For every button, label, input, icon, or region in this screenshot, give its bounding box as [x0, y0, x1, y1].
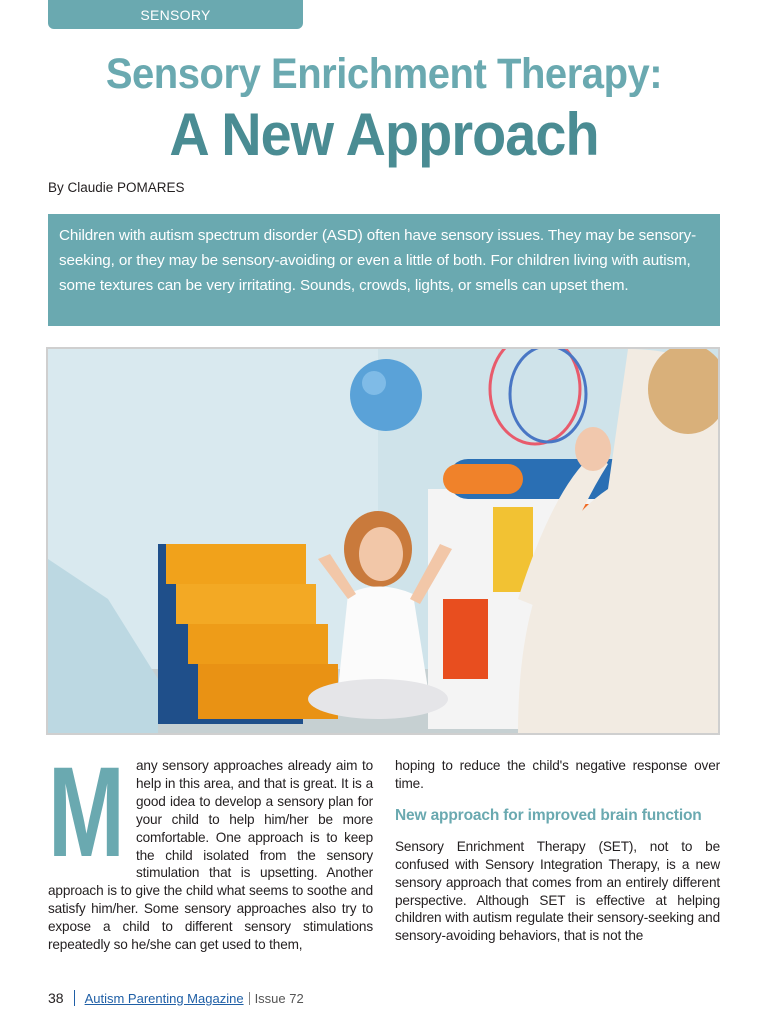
byline: By Claudie POMARES	[48, 180, 185, 195]
article-title-line2: A New Approach	[169, 101, 599, 168]
section-tab: SENSORY	[48, 0, 303, 29]
page-footer	[48, 990, 304, 1006]
section-subheading: New approach for improved brain function	[395, 806, 702, 824]
footer-divider	[74, 990, 75, 1006]
footer-divider-small	[249, 992, 250, 1005]
body-paragraph-3: Sensory Enrichment Therapy (SET), not to be confused with Sensory Integration Therapy, is a new sensory approach that comes from an entirely different perspective. Although SET is effective at helping children with autism regulate their sensory-seeking and sensory-avoiding behaviors, that is not the	[395, 838, 720, 944]
article-photo	[46, 347, 720, 735]
body-column-1	[48, 741, 373, 954]
magazine-link[interactable]: Autism Parenting Magazine	[84, 990, 244, 1006]
drop-cap: M	[48, 741, 125, 884]
article-title-line1: Sensory Enrichment Therapy:	[105, 50, 663, 98]
body-column-2	[395, 757, 720, 945]
page-number: 38	[48, 990, 64, 1006]
body-paragraph-1: any sensory approaches already aim to help in this area, and that is great. It is a good idea to develop a sensory plan for your child to help him/her be more comfortable. One approach is to keep the child isolated from the sensory stimulation that is upsetting. Another approach is to give the child what seems to soothe and satisfy him/her. Some sensory approaches also try to expose a child to different sensory stimulations repeatedly so he/she can get used to them,	[48, 758, 373, 953]
intro-box: Children with autism spectrum disorder (ASD) often have sensory issues. They may be sensory-seeking, or they may be sensory-avoiding or even a little of both. For children living with autism, some textures can be very irritating. Sounds, crowds, lights, or smells can upset them.	[48, 214, 720, 326]
body-paragraph-2: hoping to reduce the child's negative response over time.	[395, 758, 720, 791]
issue-label: Issue 72	[254, 990, 304, 1006]
